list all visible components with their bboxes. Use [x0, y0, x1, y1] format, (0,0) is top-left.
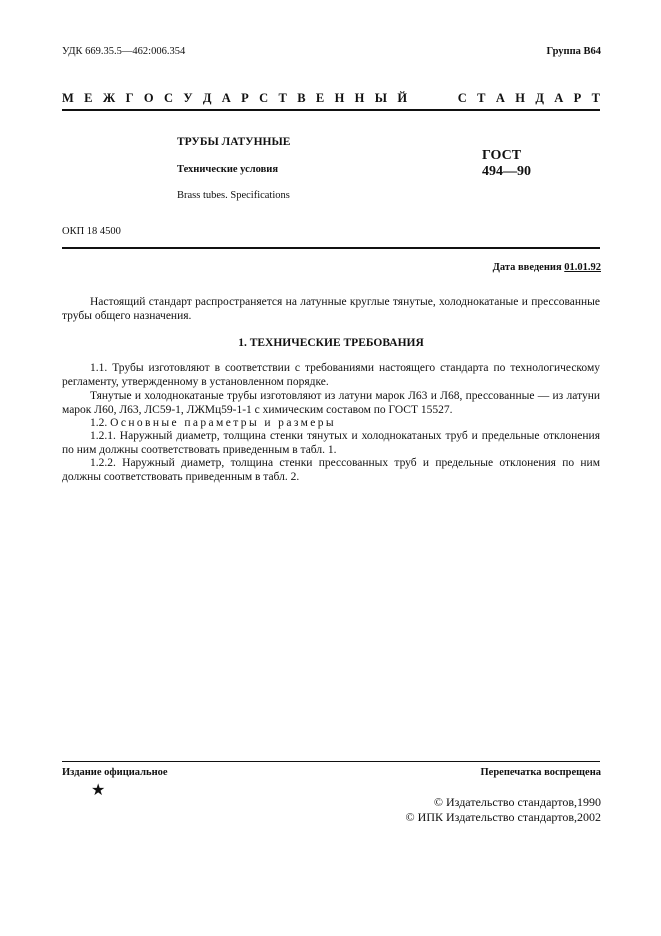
- banner-letter: С: [457, 91, 467, 105]
- udk-code: УДК 669.35.5—462:006.354: [62, 46, 186, 57]
- banner-letter: Д: [535, 91, 544, 105]
- banner-letter: А: [554, 91, 564, 105]
- gost-label: ГОСТ: [482, 148, 522, 163]
- banner-letter: Н: [515, 91, 525, 105]
- banner-letter: М: [62, 91, 74, 105]
- paragraph-1-1-materials: Тянутые и холоднокатаные трубы изготовляют из латуни марок Л63 и Л68, прессованные — из латуни марок Л60, Л63, ЛС59-1, ЛЖМц59-1-1 с химическим составом по ГОСТ 15527.: [62, 390, 600, 416]
- group-code: Группа В64: [546, 46, 601, 57]
- paragraph-1-2: [62, 416, 600, 430]
- official-edition-label: Издание официальное: [62, 767, 168, 778]
- copyright-2002: © ИПК Издательство стандартов,2002: [405, 810, 601, 824]
- banner-letter: Е: [315, 91, 325, 105]
- banner-letter: Й: [397, 91, 408, 105]
- paragraph-1-1: 1.1. Трубы изготовляют в соответствии с требованиями настоящего стандарта по технологическому регламенту, утвержденному в установленном порядке.: [62, 362, 600, 388]
- document-subtitle: Технические условия: [177, 164, 279, 175]
- banner-letter: Н: [354, 91, 365, 105]
- banner-letter: Т: [591, 91, 600, 105]
- document-title: ТРУБЫ ЛАТУННЫЕ: [177, 136, 291, 148]
- english-title: Brass tubes. Specifications: [177, 190, 290, 201]
- banner-letter: В: [297, 91, 306, 105]
- bottom-rule: [62, 761, 600, 762]
- intro-paragraph: Настоящий стандарт распространяется на латунные круглые тянутые, холоднокатаные и прессованные трубы общего назначения.: [62, 296, 600, 322]
- copyright-1990: © Издательство стандартов,1990: [433, 795, 601, 809]
- banner-letter: Г: [125, 91, 134, 105]
- banner-letter: Д: [202, 91, 212, 105]
- banner-word-gap: [417, 91, 447, 106]
- banner-letter: Т: [278, 91, 287, 105]
- star-icon: ★: [91, 782, 106, 799]
- paragraph-1-2-2: 1.2.2. Наружный диаметр, толщина стенки прессованных труб и предельные отклонения по ним должны соответствовать приведенным в табл. 2.: [62, 457, 600, 483]
- banner-letter: Е: [84, 91, 93, 105]
- introduction-date: [493, 262, 601, 273]
- okp-code: ОКП 18 4500: [62, 226, 121, 237]
- banner-letter: С: [259, 91, 269, 105]
- banner-letter: Р: [573, 91, 582, 105]
- paragraph-1-2-1: 1.2.1. Наружный диаметр, толщина стенки тянутых и холоднокатаных труб и предельные отклонения по ним должны соответствовать приведенным в табл. 1.: [62, 430, 600, 456]
- gost-number: 494—90: [482, 164, 531, 179]
- banner-letter: А: [495, 91, 505, 105]
- banner-letter: Ж: [102, 91, 116, 105]
- paragraph-1-2-number: 1.2.: [90, 417, 108, 429]
- paragraph-1-2-heading: Основные параметры и размеры: [110, 417, 337, 429]
- banner-letter: Ы: [374, 91, 388, 105]
- banner-letter: Н: [334, 91, 345, 105]
- banner-letter: У: [183, 91, 193, 105]
- top-rule: [62, 109, 600, 111]
- banner-letter: А: [221, 91, 231, 105]
- interstate-standard-banner: [62, 91, 600, 106]
- banner-letter: О: [143, 91, 154, 105]
- banner-letter: Р: [241, 91, 249, 105]
- reprint-prohibited-label: Перепечатка воспрещена: [480, 767, 601, 778]
- section-heading: 1. ТЕХНИЧЕСКИЕ ТРЕБОВАНИЯ: [238, 337, 424, 349]
- middle-rule: [62, 247, 600, 249]
- introduction-date-label: Дата введения: [492, 262, 562, 273]
- banner-letter: С: [163, 91, 173, 105]
- banner-letter: Т: [477, 91, 486, 105]
- introduction-date-value: 01.01.92: [564, 262, 601, 273]
